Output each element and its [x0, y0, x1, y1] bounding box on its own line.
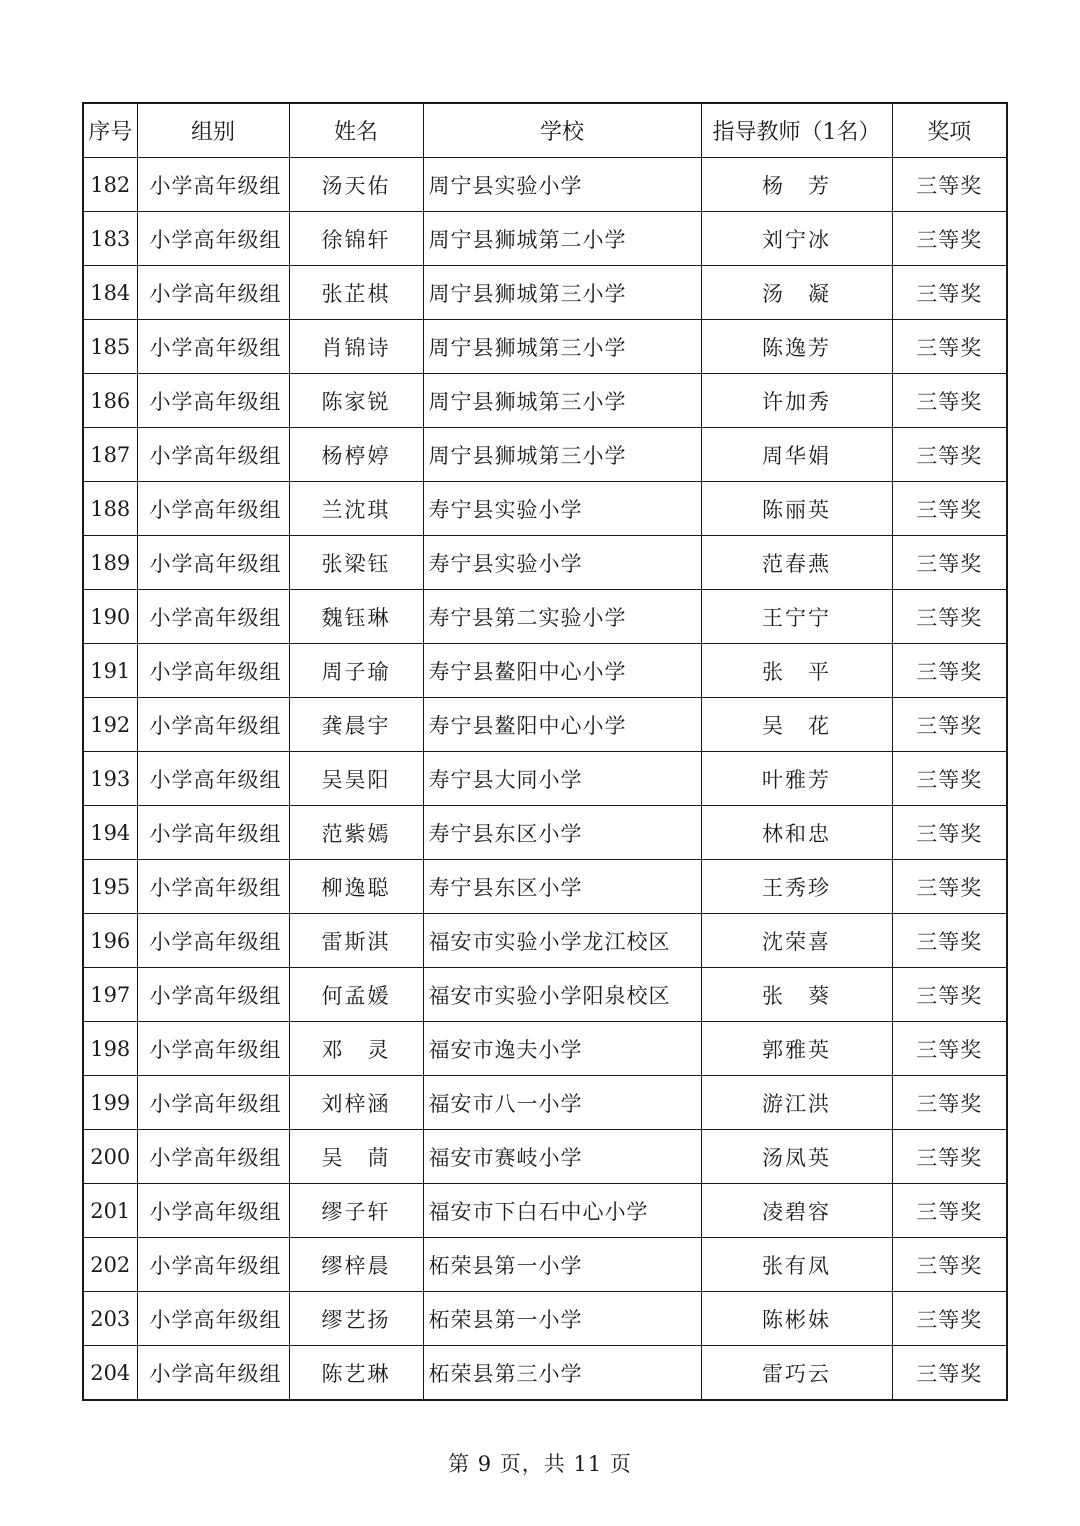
cell-student-name: 吴昊阳: [289, 752, 423, 806]
cell-award: 三等奖: [892, 968, 1007, 1022]
table-row: [83, 1076, 1007, 1130]
cell-student-name: 吴 茼: [289, 1130, 423, 1184]
table-row: [83, 914, 1007, 968]
table-row: [83, 644, 1007, 698]
table-row: [83, 1346, 1007, 1401]
cell-number: 201: [83, 1184, 137, 1238]
cell-teacher: 周华娟: [701, 428, 892, 482]
cell-award: 三等奖: [892, 536, 1007, 590]
cell-student-name: 缪子轩: [289, 1184, 423, 1238]
cell-teacher: 吴 花: [701, 698, 892, 752]
cell-teacher: 林和忠: [701, 806, 892, 860]
cell-school: 寿宁县实验小学: [423, 536, 701, 590]
cell-group: 小学高年级组: [137, 806, 289, 860]
table-row: [83, 968, 1007, 1022]
header-award: 奖项: [892, 103, 1007, 158]
cell-student-name: 陈艺琳: [289, 1346, 423, 1401]
cell-teacher: 杨 芳: [701, 158, 892, 212]
cell-group: 小学高年级组: [137, 158, 289, 212]
cell-group: 小学高年级组: [137, 698, 289, 752]
header-number: 序号: [83, 103, 137, 158]
cell-student-name: 龚晨宇: [289, 698, 423, 752]
cell-teacher: 张 平: [701, 644, 892, 698]
cell-group: 小学高年级组: [137, 590, 289, 644]
cell-award: 三等奖: [892, 1346, 1007, 1401]
cell-group: 小学高年级组: [137, 644, 289, 698]
award-table: [82, 102, 1008, 1401]
cell-group: 小学高年级组: [137, 1346, 289, 1401]
cell-teacher: 范春燕: [701, 536, 892, 590]
cell-number: 197: [83, 968, 137, 1022]
cell-school: 寿宁县实验小学: [423, 482, 701, 536]
cell-school: 福安市八一小学: [423, 1076, 701, 1130]
cell-number: 203: [83, 1292, 137, 1346]
cell-teacher: 沈荣喜: [701, 914, 892, 968]
table-row: [83, 266, 1007, 320]
cell-student-name: 张梁钰: [289, 536, 423, 590]
cell-group: 小学高年级组: [137, 536, 289, 590]
cell-group: 小学高年级组: [137, 428, 289, 482]
cell-award: 三等奖: [892, 590, 1007, 644]
cell-award: 三等奖: [892, 698, 1007, 752]
cell-group: 小学高年级组: [137, 1238, 289, 1292]
cell-school: 周宁县狮城第三小学: [423, 320, 701, 374]
cell-group: 小学高年级组: [137, 212, 289, 266]
cell-school: 寿宁县鳌阳中心小学: [423, 644, 701, 698]
cell-school: 福安市下白石中心小学: [423, 1184, 701, 1238]
cell-number: 191: [83, 644, 137, 698]
cell-number: 195: [83, 860, 137, 914]
cell-number: 202: [83, 1238, 137, 1292]
cell-award: 三等奖: [892, 644, 1007, 698]
cell-award: 三等奖: [892, 860, 1007, 914]
cell-number: 185: [83, 320, 137, 374]
header-group: 组别: [137, 103, 289, 158]
cell-school: 周宁县狮城第三小学: [423, 266, 701, 320]
cell-award: 三等奖: [892, 374, 1007, 428]
cell-number: 183: [83, 212, 137, 266]
header-teacher: 指导教师（1名）: [701, 103, 892, 158]
cell-school: 柘荣县第三小学: [423, 1346, 701, 1401]
cell-award: 三等奖: [892, 1184, 1007, 1238]
table-row: [83, 590, 1007, 644]
cell-award: 三等奖: [892, 482, 1007, 536]
cell-school: 福安市赛岐小学: [423, 1130, 701, 1184]
cell-group: 小学高年级组: [137, 1022, 289, 1076]
cell-group: 小学高年级组: [137, 1184, 289, 1238]
table-row: [83, 1292, 1007, 1346]
table-row: [83, 1184, 1007, 1238]
cell-student-name: 刘梓涵: [289, 1076, 423, 1130]
table-row: [83, 860, 1007, 914]
cell-school: 寿宁县东区小学: [423, 860, 701, 914]
cell-student-name: 杨楟婷: [289, 428, 423, 482]
header-name: 姓名: [289, 103, 423, 158]
cell-group: 小学高年级组: [137, 320, 289, 374]
table-row: [83, 1022, 1007, 1076]
table-row: [83, 752, 1007, 806]
cell-teacher: 汤 凝: [701, 266, 892, 320]
table-row: [83, 428, 1007, 482]
cell-group: 小学高年级组: [137, 374, 289, 428]
cell-teacher: 张 葵: [701, 968, 892, 1022]
cell-teacher: 陈丽英: [701, 482, 892, 536]
cell-group: 小学高年级组: [137, 1076, 289, 1130]
cell-award: 三等奖: [892, 266, 1007, 320]
cell-group: 小学高年级组: [137, 1292, 289, 1346]
cell-number: 196: [83, 914, 137, 968]
cell-teacher: 王秀珍: [701, 860, 892, 914]
cell-student-name: 张芷棋: [289, 266, 423, 320]
cell-award: 三等奖: [892, 1238, 1007, 1292]
cell-student-name: 陈家锐: [289, 374, 423, 428]
table-row: [83, 1130, 1007, 1184]
cell-student-name: 雷斯淇: [289, 914, 423, 968]
cell-teacher: 叶雅芳: [701, 752, 892, 806]
cell-student-name: 何孟媛: [289, 968, 423, 1022]
cell-group: 小学高年级组: [137, 266, 289, 320]
cell-student-name: 魏钰琳: [289, 590, 423, 644]
cell-teacher: 游江洪: [701, 1076, 892, 1130]
table-row: [83, 806, 1007, 860]
table-header-row: [83, 103, 1007, 158]
cell-student-name: 周子瑜: [289, 644, 423, 698]
cell-group: 小学高年级组: [137, 968, 289, 1022]
cell-student-name: 缪艺扬: [289, 1292, 423, 1346]
cell-award: 三等奖: [892, 158, 1007, 212]
cell-teacher: 凌碧容: [701, 1184, 892, 1238]
cell-number: 199: [83, 1076, 137, 1130]
cell-school: 寿宁县第二实验小学: [423, 590, 701, 644]
cell-award: 三等奖: [892, 1022, 1007, 1076]
cell-number: 187: [83, 428, 137, 482]
cell-number: 193: [83, 752, 137, 806]
cell-teacher: 陈逸芳: [701, 320, 892, 374]
cell-number: 190: [83, 590, 137, 644]
cell-teacher: 许加秀: [701, 374, 892, 428]
cell-award: 三等奖: [892, 1130, 1007, 1184]
cell-group: 小学高年级组: [137, 482, 289, 536]
cell-award: 三等奖: [892, 752, 1007, 806]
cell-number: 200: [83, 1130, 137, 1184]
cell-award: 三等奖: [892, 428, 1007, 482]
cell-number: 198: [83, 1022, 137, 1076]
cell-award: 三等奖: [892, 1076, 1007, 1130]
cell-number: 194: [83, 806, 137, 860]
cell-student-name: 肖锦诗: [289, 320, 423, 374]
cell-student-name: 汤天佑: [289, 158, 423, 212]
cell-teacher: 张有凤: [701, 1238, 892, 1292]
cell-school: 柘荣县第一小学: [423, 1238, 701, 1292]
table-row: [83, 212, 1007, 266]
cell-student-name: 邓 灵: [289, 1022, 423, 1076]
cell-school: 寿宁县鳌阳中心小学: [423, 698, 701, 752]
cell-number: 192: [83, 698, 137, 752]
cell-school: 福安市实验小学龙江校区: [423, 914, 701, 968]
table-row: [83, 482, 1007, 536]
cell-school: 周宁县狮城第三小学: [423, 428, 701, 482]
cell-school: 福安市逸夫小学: [423, 1022, 701, 1076]
cell-group: 小学高年级组: [137, 860, 289, 914]
cell-student-name: 兰沈琪: [289, 482, 423, 536]
cell-award: 三等奖: [892, 1292, 1007, 1346]
cell-student-name: 范紫嫣: [289, 806, 423, 860]
table-row: [83, 698, 1007, 752]
header-school: 学校: [423, 103, 701, 158]
cell-school: 柘荣县第一小学: [423, 1292, 701, 1346]
page-number: 第 9 页，共 11 页: [448, 1452, 632, 1476]
cell-student-name: 柳逸聪: [289, 860, 423, 914]
cell-student-name: 徐锦轩: [289, 212, 423, 266]
cell-school: 周宁县实验小学: [423, 158, 701, 212]
cell-number: 188: [83, 482, 137, 536]
cell-award: 三等奖: [892, 806, 1007, 860]
cell-teacher: 汤凤英: [701, 1130, 892, 1184]
cell-school: 周宁县狮城第二小学: [423, 212, 701, 266]
cell-school: 周宁县狮城第三小学: [423, 374, 701, 428]
cell-award: 三等奖: [892, 212, 1007, 266]
cell-teacher: 王宁宁: [701, 590, 892, 644]
cell-number: 186: [83, 374, 137, 428]
table-row: [83, 320, 1007, 374]
table-row: [83, 158, 1007, 212]
cell-teacher: 郭雅英: [701, 1022, 892, 1076]
cell-teacher: 陈彬妹: [701, 1292, 892, 1346]
cell-school: 寿宁县东区小学: [423, 806, 701, 860]
table-row: [83, 536, 1007, 590]
cell-number: 204: [83, 1346, 137, 1401]
cell-group: 小学高年级组: [137, 914, 289, 968]
cell-number: 182: [83, 158, 137, 212]
table-row: [83, 374, 1007, 428]
cell-teacher: 刘宁冰: [701, 212, 892, 266]
cell-school: 寿宁县大同小学: [423, 752, 701, 806]
table-row: [83, 1238, 1007, 1292]
cell-award: 三等奖: [892, 914, 1007, 968]
cell-number: 189: [83, 536, 137, 590]
cell-number: 184: [83, 266, 137, 320]
cell-group: 小学高年级组: [137, 1130, 289, 1184]
cell-teacher: 雷巧云: [701, 1346, 892, 1401]
cell-group: 小学高年级组: [137, 752, 289, 806]
table-body: [83, 158, 1007, 1401]
cell-school: 福安市实验小学阳泉校区: [423, 968, 701, 1022]
cell-student-name: 缪梓晨: [289, 1238, 423, 1292]
cell-award: 三等奖: [892, 320, 1007, 374]
